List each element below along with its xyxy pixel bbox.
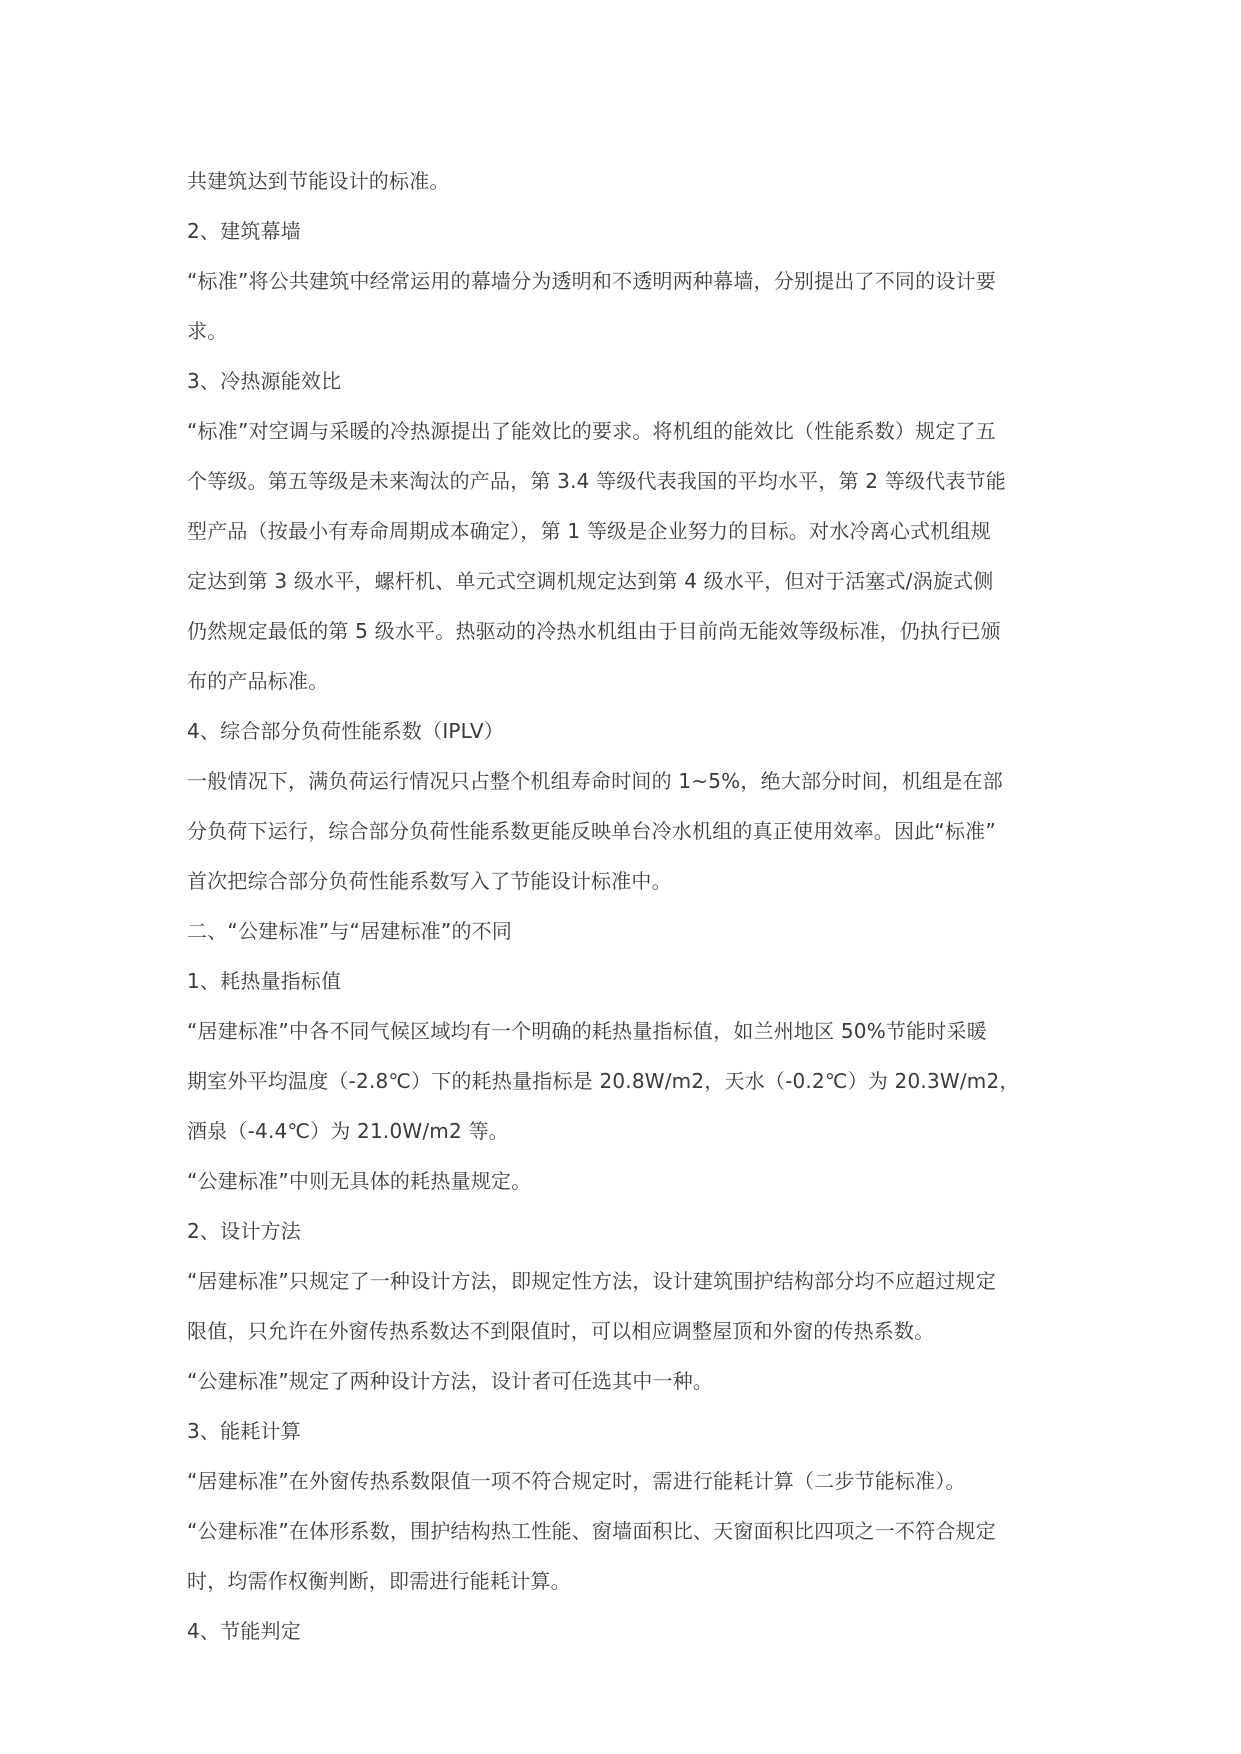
chapter-heading: 二、“公建标准”与“居建标准”的不同 [187,919,513,943]
text-line: “公建标准”规定了两种设计方法，设计者可任选其中一种。 [187,1369,714,1393]
section-heading: 2、建筑幕墙 [187,219,301,243]
text-line: “居建标准”只规定了一种设计方法，即规定性方法，设计建筑围护结构部分均不应超过规定 [187,1269,996,1293]
text-line: “标准”将公共建筑中经常运用的幕墙分为透明和不透明两种幕墙，分别提出了不同的设计要 [187,269,996,293]
text-line: “公建标准”在体形系数，围护结构热工性能、窗墙面积比、天窗面积比四项之一不符合规定 [187,1519,996,1543]
text-line: 共建筑达到节能设计的标准。 [187,169,450,193]
text-line: 时，均需作权衡判断，即需进行能耗计算。 [187,1569,571,1593]
text-line: 布的产品标准。 [187,669,329,693]
section-heading: 3、能耗计算 [187,1419,301,1443]
text-line: “居建标准”在外窗传热系数限值一项不符合规定时，需进行能耗计算（二步节能标准）。 [187,1469,966,1493]
text-line: 分负荷下运行，综合部分负荷性能系数更能反映单台冷水机组的真正使用效率。因此“标准” [187,819,996,843]
text-line: “公建标准”中则无具体的耗热量规定。 [187,1169,532,1193]
text-line: 限值，只允许在外窗传热系数达不到限值时，可以相应调整屋顶和外窗的传热系数。 [187,1319,935,1343]
text-line: “居建标准”中各不同气候区域均有一个明确的耗热量指标值，如兰州地区 50%节能时采暖 [187,1019,987,1043]
section-heading: 3、冷热源能效比 [187,369,342,393]
text-line: 首次把综合部分负荷性能系数写入了节能设计标准中。 [187,869,672,893]
text-line: 型产品（按最小有寿命周期成本确定），第 1 等级是企业努力的目标。对水冷离心式机组规 [187,519,991,543]
text-line: 定达到第 3 级水平，螺杆机、单元式空调机规定达到第 4 级水平，但对于活塞式/涡旋式侧 [187,569,994,593]
text-line: “标准”对空调与采暖的冷热源提出了能效比的要求。将机组的能效比（性能系数）规定了五 [187,419,996,443]
text-line: 期室外平均温度（-2.8℃）下的耗热量指标是 20.8W/m2，天水（-0.2℃）为 20.3W/m2， [187,1069,1020,1093]
document-body [187,156,1057,1656]
text-line: 一般情况下，满负荷运行情况只占整个机组寿命时间的 1~5%，绝大部分时间，机组是在部 [187,769,1003,793]
section-heading: 4、综合部分负荷性能系数（IPLV） [187,719,504,743]
text-line: 求。 [187,319,228,343]
text-line: 仍然规定最低的第 5 级水平。热驱动的冷热水机组由于目前尚无能效等级标准，仍执行已颁 [187,619,1001,643]
text-line: 酒泉（-4.4℃）为 21.0W/m2 等。 [187,1119,509,1143]
section-heading: 1、耗热量指标值 [187,969,342,993]
section-heading: 4、节能判定 [187,1619,301,1643]
text-line: 个等级。第五等级是未来淘汰的产品，第 3.4 等级代表我国的平均水平，第 2 等级代表节能 [187,469,1006,493]
section-heading: 2、设计方法 [187,1219,301,1243]
